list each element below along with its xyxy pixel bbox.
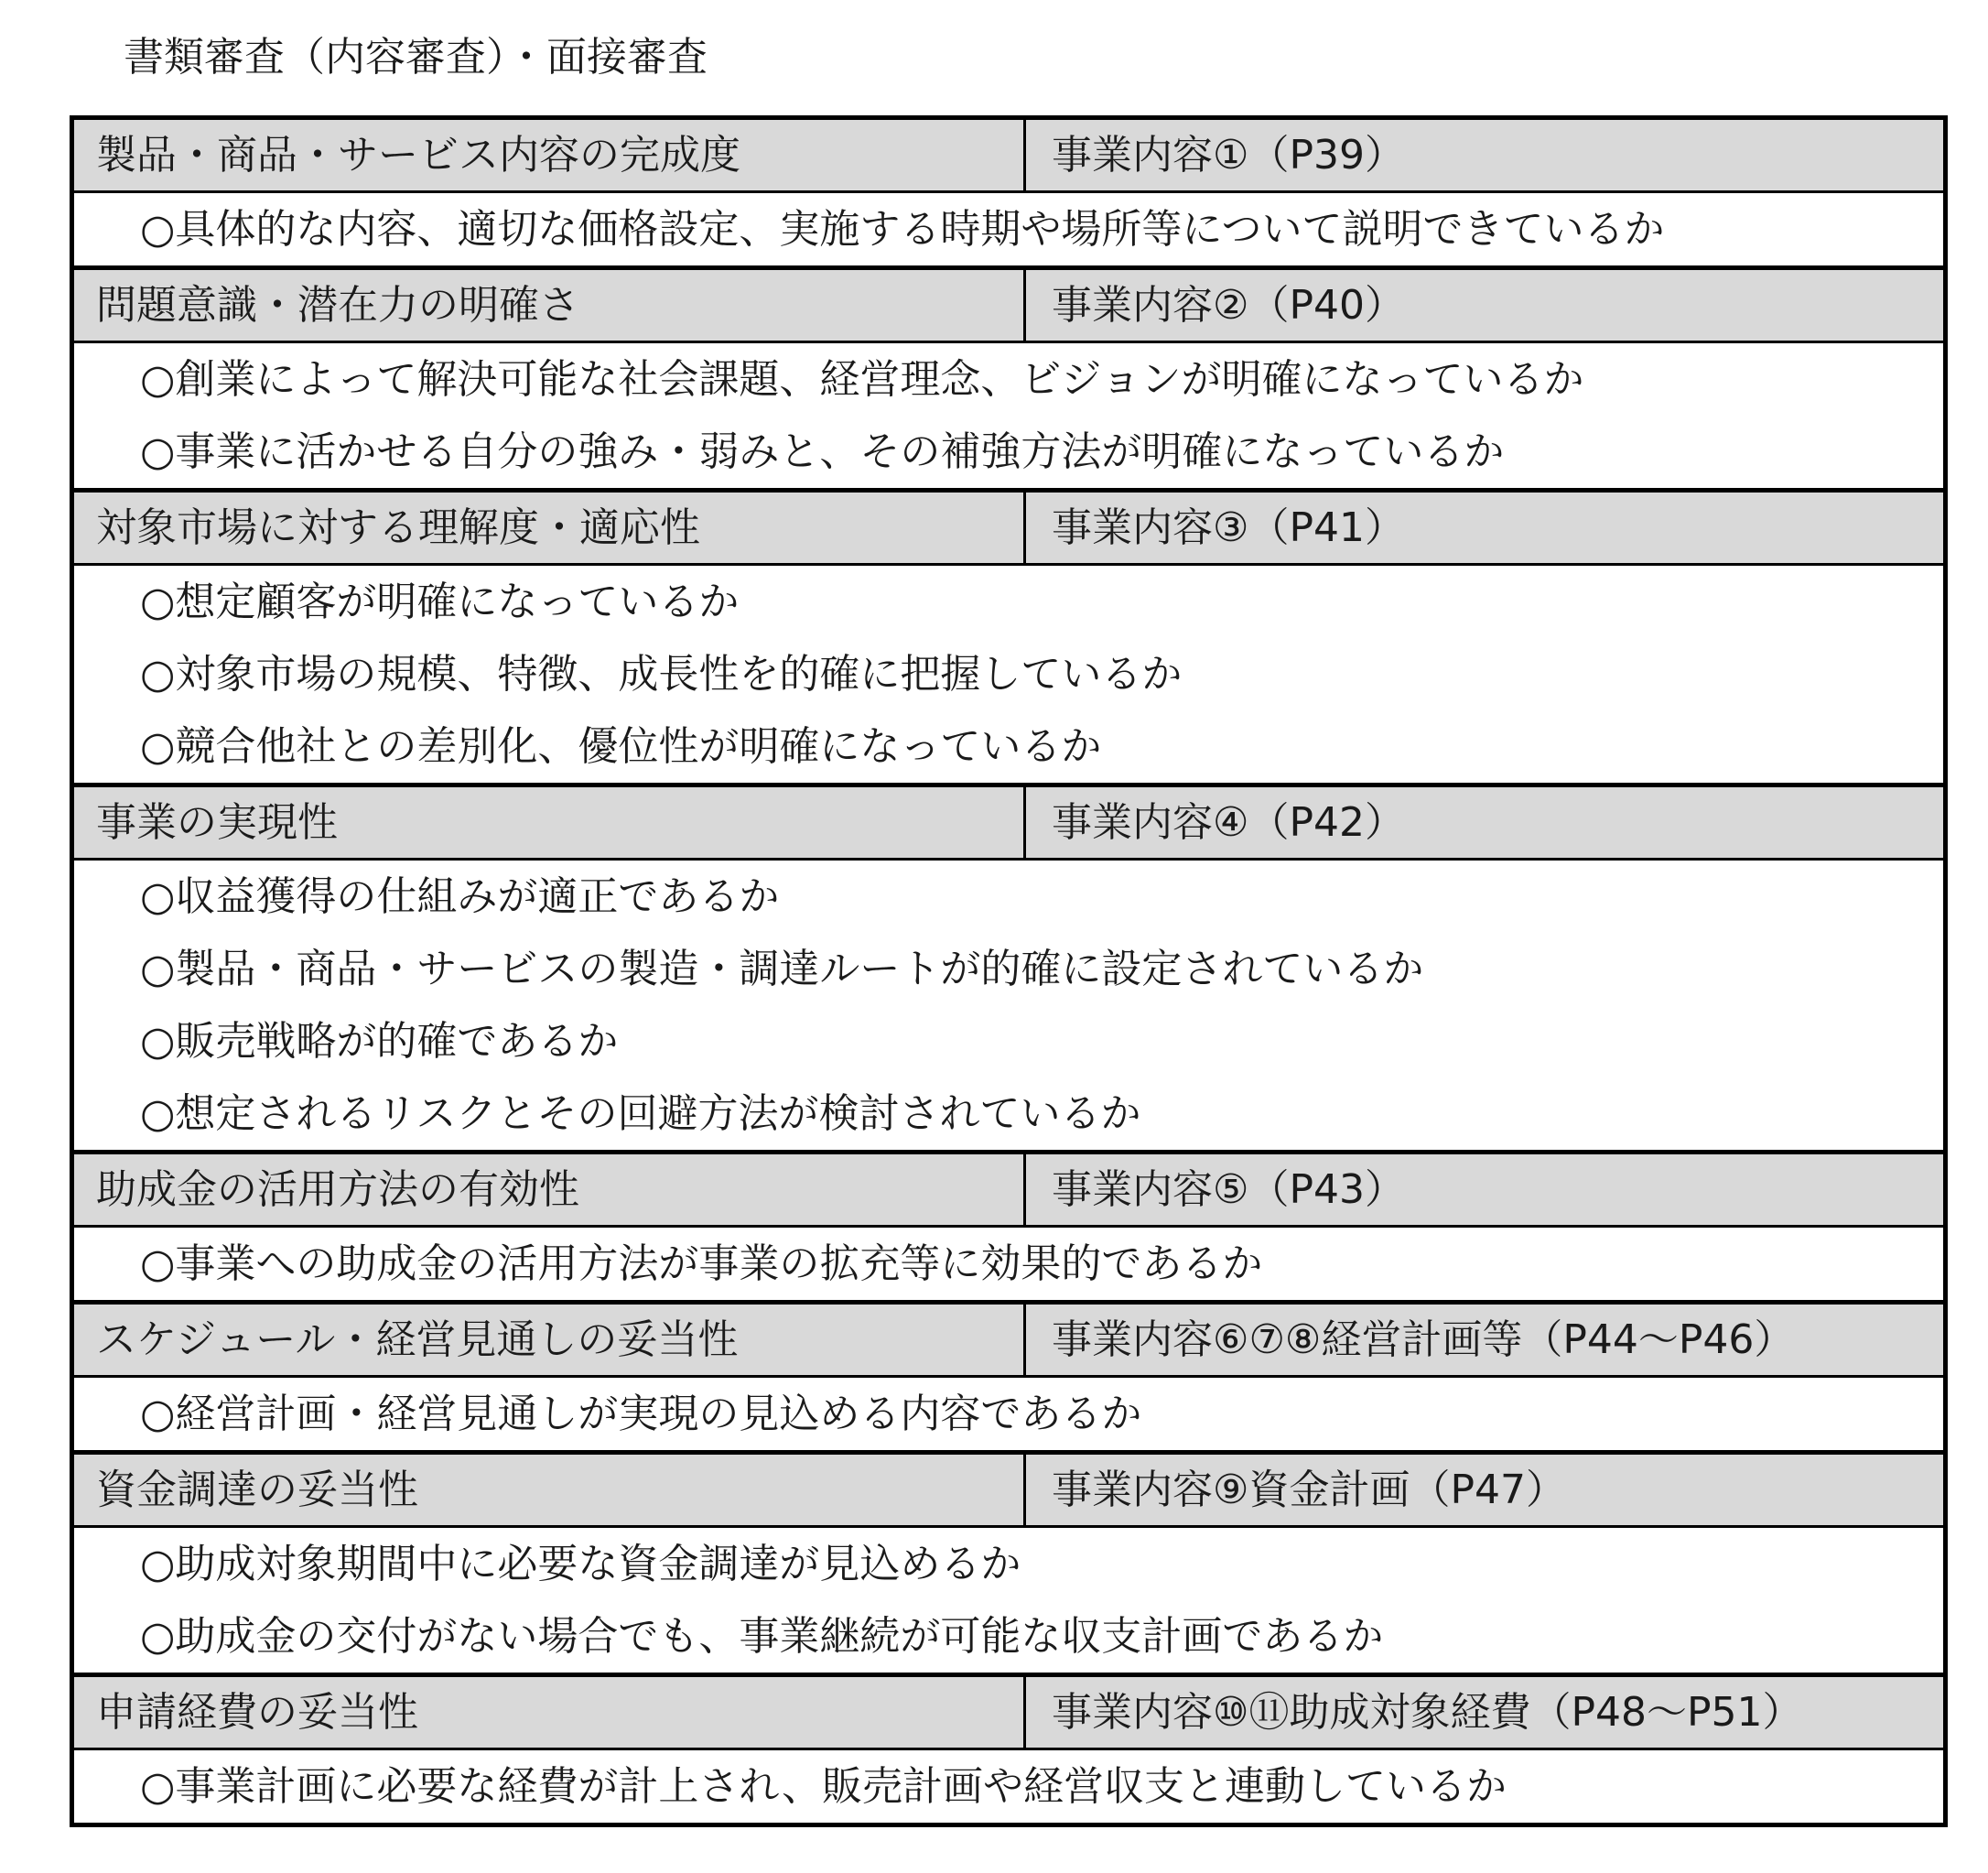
section-header — [74, 1154, 1943, 1228]
criteria-section — [74, 1300, 1943, 1450]
section-body — [74, 1528, 1943, 1673]
criterion-item: ○助成金の交付がない場合でも、事業継続が可能な収支計画であるか — [140, 1613, 1384, 1660]
section-reference: 事業内容⑥⑦⑧経営計画等（P44～P46） — [1052, 1316, 1795, 1363]
section-body — [74, 1378, 1943, 1450]
criteria-section — [74, 488, 1943, 783]
section-title: 問題意識・潜在力の明確さ — [74, 270, 1026, 341]
criterion-item: ○競合他社との差別化、優位性が明確になっているか — [140, 723, 1102, 770]
section-reference: 事業内容①（P39） — [1052, 132, 1405, 179]
criteria-section — [74, 1150, 1943, 1300]
section-title: 資金調達の妥当性 — [74, 1455, 1026, 1525]
section-body — [74, 1750, 1943, 1823]
section-reference: 事業内容⑨資金計画（P47） — [1052, 1467, 1566, 1513]
criterion-item: ○事業に活かせる自分の強み・弱みと、その補強方法が明確になっているか — [140, 428, 1505, 475]
criterion-item: ○収益獲得の仕組みが適正であるか — [140, 873, 780, 920]
page-title: 書類審査（内容審査）・面接審査 — [124, 34, 708, 81]
section-header — [74, 270, 1943, 343]
criteria-section — [74, 1673, 1943, 1823]
criteria-section — [74, 1450, 1943, 1673]
criterion-item: ○想定されるリスクとその回避方法が検討されているか — [140, 1090, 1141, 1137]
section-reference: 事業内容②（P40） — [1052, 282, 1405, 329]
section-title: 助成金の活用方法の有効性 — [74, 1154, 1026, 1225]
section-header — [74, 1305, 1943, 1378]
criteria-section — [74, 265, 1943, 488]
section-body — [74, 343, 1943, 488]
section-reference: 事業内容⑩⑪助成対象経費（P48～P51） — [1052, 1689, 1803, 1736]
section-header — [74, 1677, 1943, 1750]
section-header — [74, 787, 1943, 861]
section-reference: 事業内容④（P42） — [1052, 799, 1405, 846]
criteria-section — [74, 120, 1943, 265]
section-header — [74, 493, 1943, 566]
section-body — [74, 861, 1943, 1150]
criterion-item: ○販売戦略が的確であるか — [140, 1018, 619, 1065]
criterion-item: ○具体的な内容、適切な価格設定、実施する時期や場所等について説明できているか — [140, 206, 1665, 253]
section-header — [74, 1455, 1943, 1528]
section-title: スケジュール・経営見通しの妥当性 — [74, 1305, 1026, 1375]
criterion-item: ○対象市場の規模、特徴、成長性を的確に把握しているか — [140, 651, 1183, 698]
criterion-item: ○事業への助成金の活用方法が事業の拡充等に効果的であるか — [140, 1240, 1263, 1287]
criterion-item: ○創業によって解決可能な社会課題、経営理念、ビジョンが明確になっているか — [140, 356, 1584, 403]
criterion-item: ○想定顧客が明確になっているか — [140, 579, 740, 625]
section-title: 対象市場に対する理解度・適応性 — [74, 493, 1026, 563]
criterion-item: ○事業計画に必要な経費が計上され、販売計画や経営収支と連動しているか — [140, 1763, 1507, 1810]
criteria-section — [74, 783, 1943, 1150]
criterion-item: ○助成対象期間中に必要な資金調達が見込めるか — [140, 1541, 1021, 1587]
section-body — [74, 1228, 1943, 1300]
section-body — [74, 566, 1943, 783]
criteria-table — [70, 115, 1948, 1827]
criterion-item: ○製品・商品・サービスの製造・調達ルートが的確に設定されているか — [140, 946, 1424, 992]
section-header — [74, 120, 1943, 193]
section-title: 申請経費の妥当性 — [74, 1677, 1026, 1748]
section-reference: 事業内容⑤（P43） — [1052, 1166, 1405, 1213]
section-title: 事業の実現性 — [74, 787, 1026, 858]
criterion-item: ○経営計画・経営見通しが実現の見込める内容であるか — [140, 1391, 1142, 1437]
section-reference: 事業内容③（P41） — [1052, 504, 1405, 551]
section-title: 製品・商品・サービス内容の完成度 — [74, 120, 1026, 190]
section-body — [74, 193, 1943, 265]
